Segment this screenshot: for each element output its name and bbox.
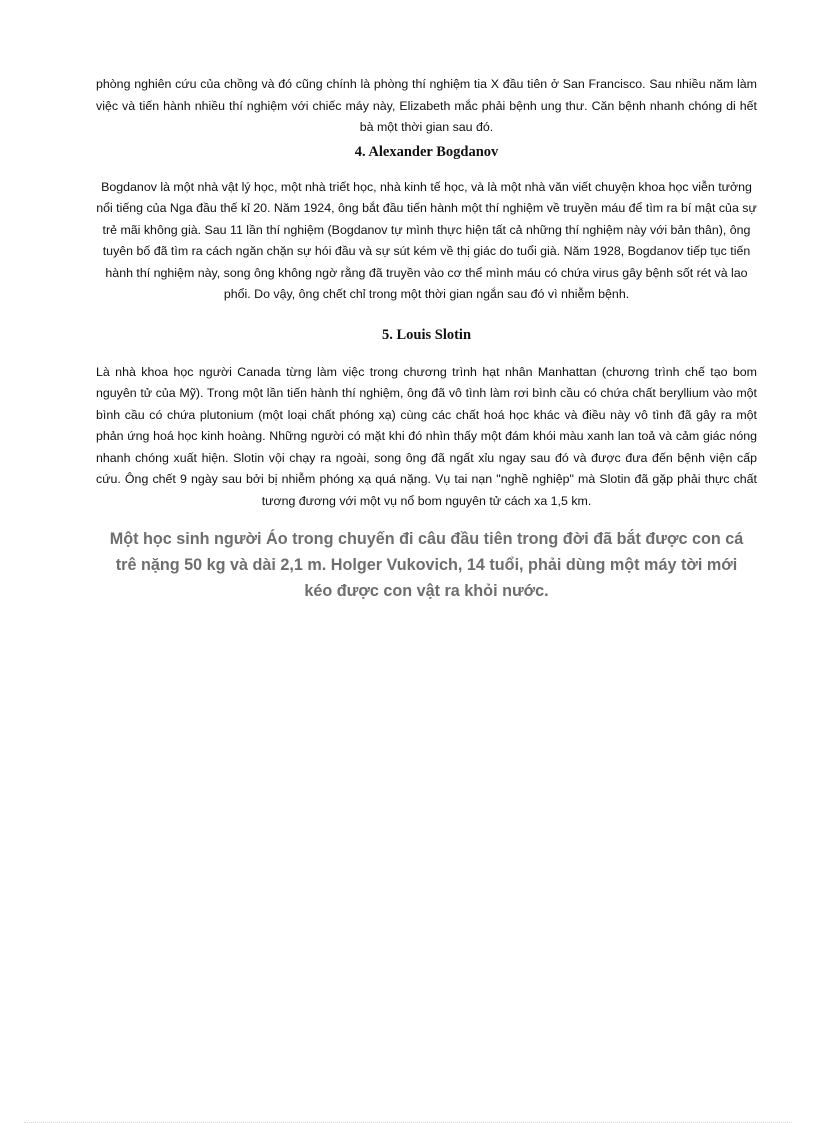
intro-paragraph: phòng nghiên cứu của chồng và đó cũng chính là phòng thí nghiệm tia X đầu tiên ở San Francisco. Sau nhiều năm làm việc và tiến hành nhiều thí nghiệm với chiếc máy này, Elizabeth mắc phải bệnh ung thư. Căn bệnh nhanh chóng di hết bà một thời gian sau đó.	[96, 77, 757, 134]
highlight-paragraph: Một học sinh người Áo trong chuyến đi câu đầu tiên trong đời đã bắt được con cá trê nặng 50 kg và dài 2,1 m. Holger Vukovich, 14 tuổi, phải dùng một máy tời mới kéo được con vật ra khỏi nước.	[109, 530, 744, 600]
section-body-bogdanov: Bogdanov là một nhà vật lý học, một nhà triết học, nhà kinh tế học, và là một nhà văn viết chuyện khoa học viễn tưởng nổi tiếng của Nga đầu thế kỉ 20. Năm 1924, ông bắt đầu tiến hành một thí nghiệm về truyền máu để tìm ra bí mật của sự trẻ mãi không già. Sau 11 lần thí nghiệm (Bogdanov tự mình thực hiện tất cả những thí nghiệm này với bản thân), ông tuyên bố đã tìm ra cách ngăn chặn sự hói đầu và sự sút kém về thị giác do tuổi già. Năm 1928, Bogdanov tiếp tục tiến hành thí nghiệm này, song ông không ngờ rằng đã truyền vào cơ thể mình máu có chứa virus gây bệnh sốt rét và lao phổi. Do vậy, ông chết chỉ trong một thời gian ngắn sau đó vì nhiễm bệnh.	[96, 179, 757, 301]
section-heading-slotin: 5. Louis Slotin	[381, 326, 472, 343]
document-page	[96, 74, 757, 604]
section-heading-bogdanov: 4. Alexander Bogdanov	[354, 143, 499, 160]
section-body-slotin: Là nhà khoa học người Canada từng làm việc trong chương trình hạt nhân Manhattan (chương trình chế tạo bom nguyên tử của Mỹ). Trong một lần tiến hành thí nghiệm, ông đã vô tình làm rơi bình cầu có chứa chất beryllium vào một bình cầu có chứa plutonium (một loại chất phóng xạ) cùng các chất hoá học khác và điều này vô tình đã gây ra một phản ứng hoá học kinh hoàng. Những người có mặt khi đó nhìn thấy một đám khói màu xanh lan toả và cảm giác nóng nhanh chóng xuất hiện. Slotin vội chạy ra ngoài, song ông đã ngất xỉu ngay sau đó và được đưa đến bệnh viện cấp cứu. Ông chết 9 ngày sau bởi bị nhiễm phóng xạ quá nặng. Vụ tai nạn "nghề nghiệp" mà Slotin đã gặp phải thực chất tương đương với một vụ nổ bom nguyên tử cách xa 1,5 km.	[96, 364, 757, 508]
